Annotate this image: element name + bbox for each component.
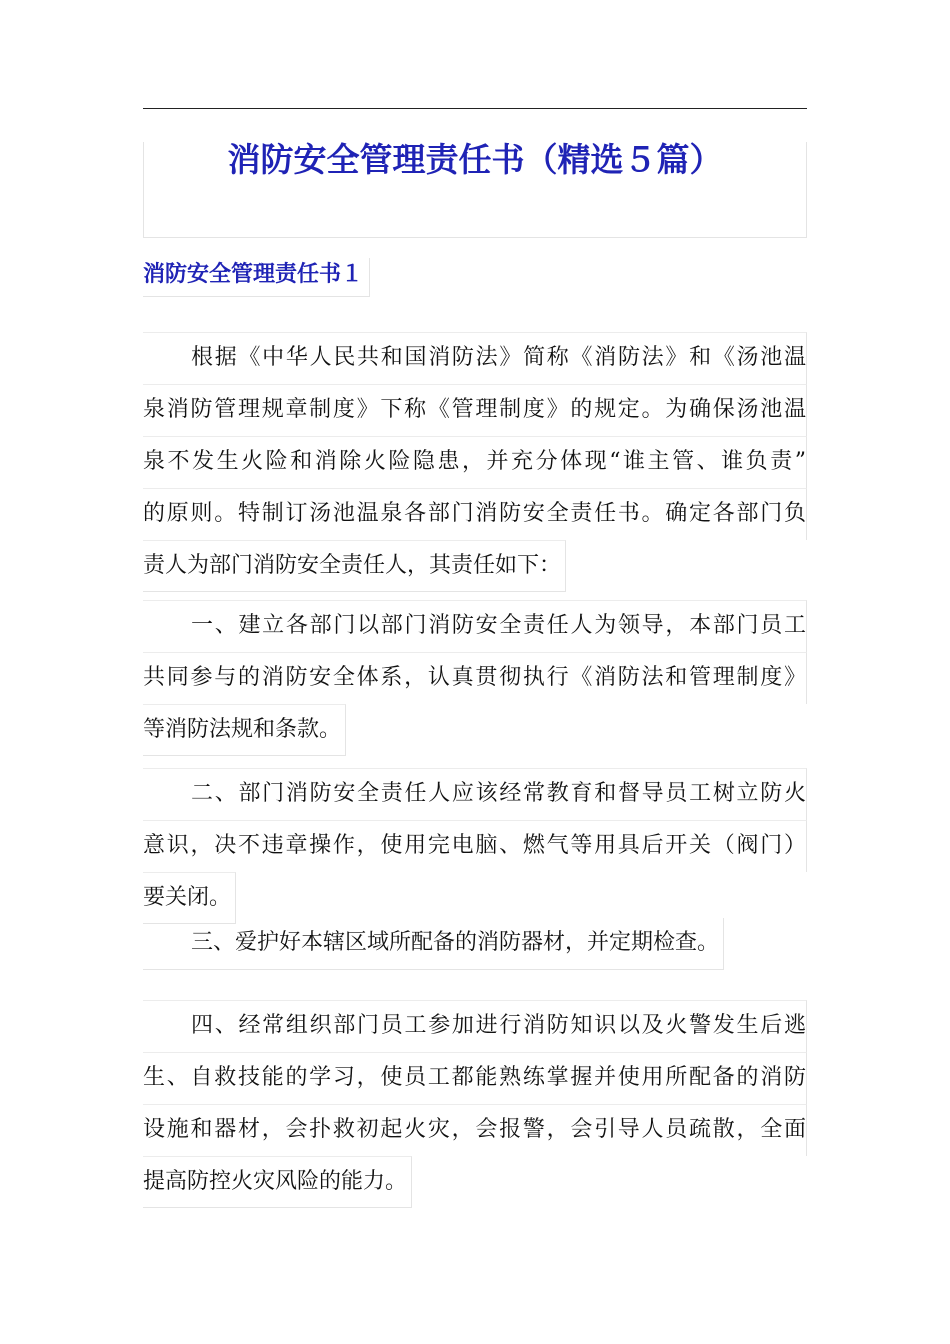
paragraph-line: 要关闭。 <box>143 872 236 924</box>
document-title: 消防安全管理责任书（精选５篇） <box>227 140 723 179</box>
paragraph-line: 责人为部门消防安全责任人，其责任如下： <box>143 540 566 592</box>
paragraph-line: 四、经常组织部门员工参加进行消防知识以及火警发生后逃 <box>143 1000 807 1052</box>
paragraph-line: 设施和器材，会扑救初起火灾，会报警，会引导人员疏散，全面 <box>143 1104 807 1156</box>
paragraph-line: 三、爱护好本辖区域所配备的消防器材，并定期检查。 <box>143 918 724 970</box>
paragraph-3 <box>143 768 807 924</box>
paragraph-5 <box>143 1000 807 1208</box>
paragraph-line: 等消防法规和条款。 <box>143 704 346 756</box>
paragraph-line: 一、建立各部门以部门消防安全责任人为领导，本部门员工 <box>143 600 807 652</box>
paragraph-line: 的原则。特制订汤池温泉各部门消防安全责任书。确定各部门负 <box>143 488 807 540</box>
paragraph-4 <box>143 918 807 970</box>
paragraph-line: 根据《中华人民共和国消防法》简称《消防法》和《汤池温 <box>143 332 807 384</box>
title-box <box>143 142 807 238</box>
paragraph-2 <box>143 600 807 756</box>
paragraph-line: 生、自救技能的学习，使员工都能熟练掌握并使用所配备的消防 <box>143 1052 807 1104</box>
paragraph-line: 意识，决不违章操作，使用完电脑、燃气等用具后开关（阀门） <box>143 820 807 872</box>
paragraph-line: 泉不发生火险和消除火险隐患，并充分体现“谁主管、谁负责” <box>143 436 807 488</box>
paragraph-line: 二、部门消防安全责任人应该经常教育和督导员工树立防火 <box>143 768 807 820</box>
paragraph-line: 共同参与的消防安全体系，认真贯彻执行《消防法和管理制度》 <box>143 652 807 704</box>
paragraph-line: 泉消防管理规章制度》下称《管理制度》的规定。为确保汤池温 <box>143 384 807 436</box>
section-heading: 消防安全管理责任书１ <box>143 258 370 297</box>
top-divider <box>143 108 807 109</box>
paragraph-line: 提高防控火灾风险的能力。 <box>143 1156 412 1208</box>
paragraph-1 <box>143 332 807 592</box>
